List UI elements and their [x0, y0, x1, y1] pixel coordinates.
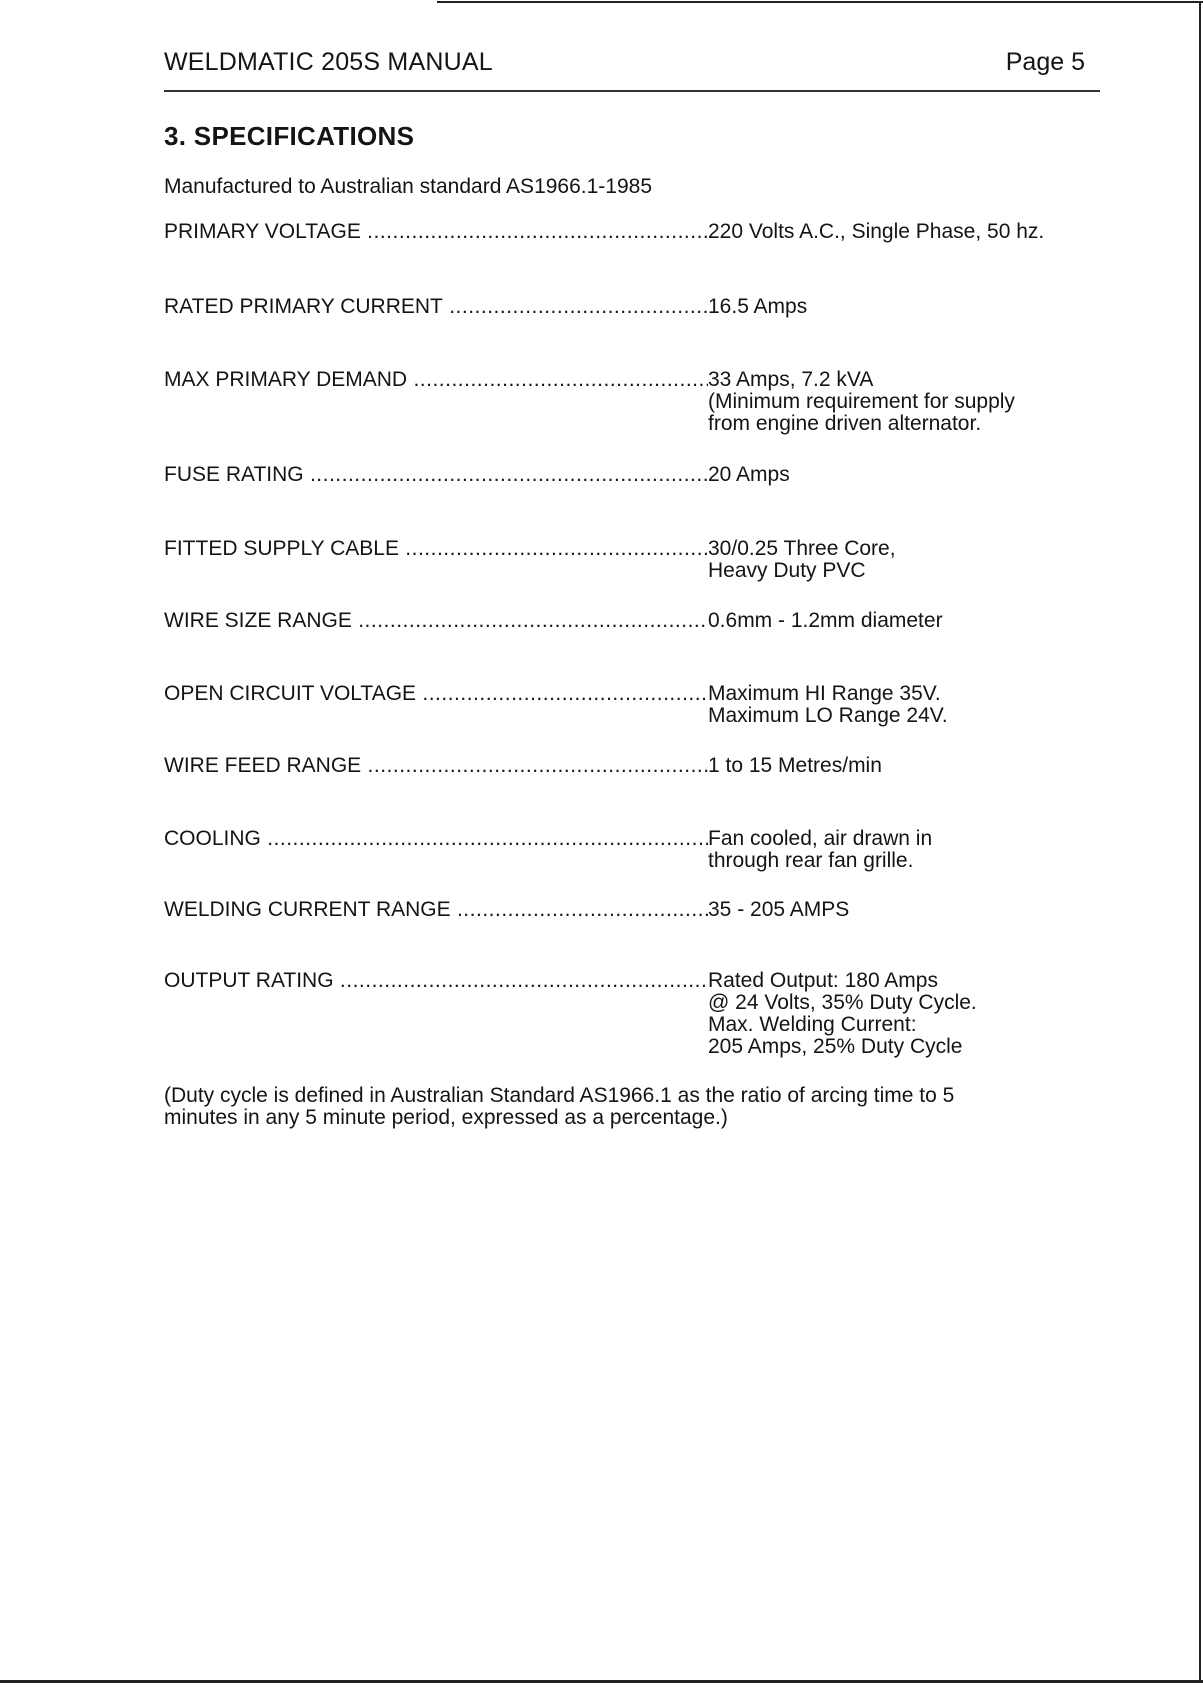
- spec-label: MAX PRIMARY DEMAND .....: [164, 369, 708, 391]
- spec-values: [708, 296, 1108, 318]
- spec-value: 16.5 Amps: [708, 295, 808, 318]
- spec-value: Maximum HI Range 35V.: [708, 682, 941, 705]
- spec-label: WIRE FEED RANGE .....: [164, 755, 708, 777]
- footnote-line: (Duty cycle is defined in Australian Standard AS1966.1 as the ratio of arcing time to 5: [164, 1084, 955, 1107]
- spec-value: (Minimum requirement for supply: [708, 390, 1015, 413]
- spec-value: 1 to 15 Metres/min: [708, 754, 882, 777]
- spec-label: WIRE SIZE RANGE .....: [164, 610, 708, 632]
- spec-label: WELDING CURRENT RANGE .....: [164, 899, 708, 921]
- spec-value: 30/0.25 Three Core,: [708, 537, 896, 560]
- spec-value: 33 Amps, 7.2 kVA: [708, 368, 874, 391]
- spec-value: Rated Output: 180 Amps: [708, 969, 938, 992]
- spec-values: [708, 970, 1108, 1058]
- spec-label: OUTPUT RATING .....: [164, 970, 708, 992]
- spec-values: [708, 683, 1108, 727]
- spec-value: through rear fan grille.: [708, 849, 914, 872]
- spec-label: OPEN CIRCUIT VOLTAGE .....: [164, 683, 708, 705]
- spec-label: COOLING .....: [164, 828, 708, 850]
- spec-value: Maximum LO Range 24V.: [708, 704, 948, 727]
- spec-label: PRIMARY VOLTAGE .....: [164, 221, 708, 243]
- duty-cycle-footnote: [164, 1085, 1094, 1129]
- spec-values: [708, 899, 1108, 921]
- standard-note: Manufactured to Australian standard AS1966.1-1985: [164, 175, 653, 198]
- spec-value: Fan cooled, air drawn in: [708, 827, 933, 850]
- spec-values: [708, 828, 1108, 872]
- page-header: [164, 48, 1085, 92]
- spec-value: Max. Welding Current:: [708, 1013, 917, 1036]
- spec-value: 35 - 205 AMPS: [708, 898, 850, 921]
- page-border-bottom: [0, 1680, 1203, 1683]
- spec-values: [708, 610, 1108, 632]
- page-border-top: [437, 1, 1203, 3]
- page-border-right: [1199, 1, 1201, 1681]
- spec-values: [708, 221, 1108, 243]
- spec-label: FUSE RATING .....: [164, 464, 708, 486]
- spec-label: FITTED SUPPLY CABLE .....: [164, 538, 708, 560]
- spec-values: [708, 464, 1108, 486]
- footnote-line: minutes in any 5 minute period, expressed as a percentage.): [164, 1106, 728, 1129]
- spec-value: 220 Volts A.C., Single Phase, 50 hz.: [708, 220, 1045, 243]
- spec-values: [708, 755, 1108, 777]
- page-number: Page 5: [1005, 48, 1085, 76]
- section-title: 3. SPECIFICATIONS: [164, 121, 415, 151]
- spec-value: from engine driven alternator.: [708, 412, 982, 435]
- spec-value: 0.6mm - 1.2mm diameter: [708, 609, 943, 632]
- spec-value: 205 Amps, 25% Duty Cycle: [708, 1035, 963, 1058]
- header-rule: [164, 90, 1100, 92]
- spec-label: RATED PRIMARY CURRENT .....: [164, 296, 708, 318]
- spec-value: @ 24 Volts, 35% Duty Cycle.: [708, 991, 977, 1014]
- spec-value: Heavy Duty PVC: [708, 559, 866, 582]
- spec-values: [708, 369, 1108, 435]
- manual-title: WELDMATIC 205S MANUAL: [164, 48, 493, 76]
- spec-value: 20 Amps: [708, 463, 790, 486]
- spec-values: [708, 538, 1108, 582]
